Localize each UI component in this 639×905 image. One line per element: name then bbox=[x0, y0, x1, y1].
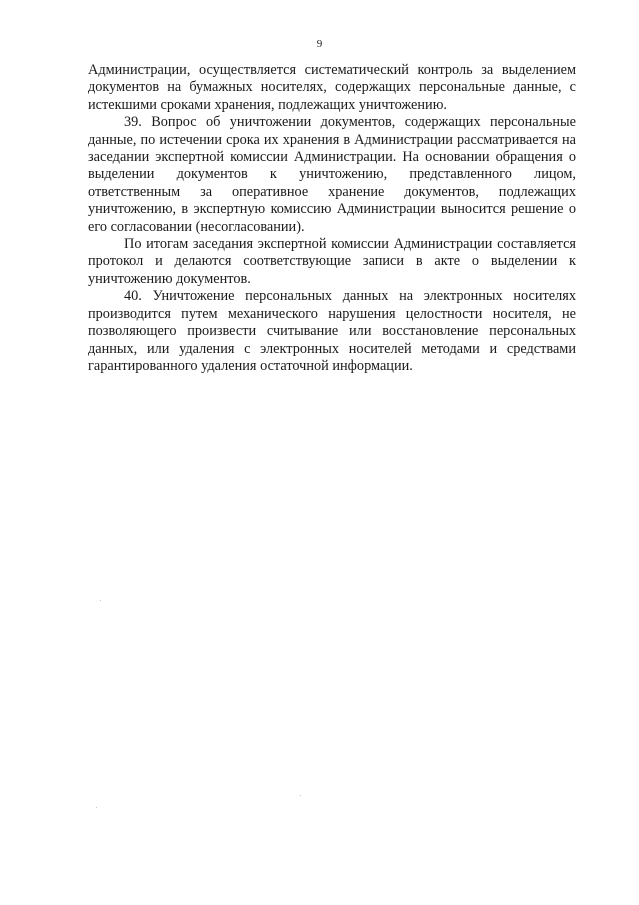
paragraph-protocol: По итогам заседания экспертной комиссии Администрации составляется протокол и делаются соответствующие записи в акте о выделении к уничтожению документов. bbox=[88, 236, 576, 287]
paragraph-item-40: 40. Уничтожение персональных данных на электронных носителях производится путем механического нарушения целостности носителя, не позволяющего произвести считывание или восстановление персональных данных, или удаления с электронных носителей методами и средствами гарантированного удаления остаточной информации. bbox=[88, 288, 576, 374]
scan-speck bbox=[96, 807, 97, 808]
paragraph-item-39: 39. Вопрос об уничтожении документов, содержащих персональные данные, по истечении срока их хранения в Администрации рассматривается на заседании экспертной комиссии Администрации. На основании обращения о выделении документов к уничтожению, представленного лицом, ответственным за оперативное хранение документов, подлежащих уничтожению, в экспертную комиссию Администрации выносится решение о его согласовании (несогласовании). bbox=[88, 114, 576, 235]
paragraph-continuation: Администрации, осуществляется систематический контроль за выделением документов на бумажных носителях, содержащих персональные данные, с истекшими сроками хранения, подлежащих уничтожению. bbox=[88, 62, 576, 113]
scan-speck bbox=[100, 600, 101, 601]
document-body bbox=[88, 62, 576, 375]
scan-speck bbox=[300, 795, 301, 796]
page-number: 9 bbox=[316, 38, 323, 50]
